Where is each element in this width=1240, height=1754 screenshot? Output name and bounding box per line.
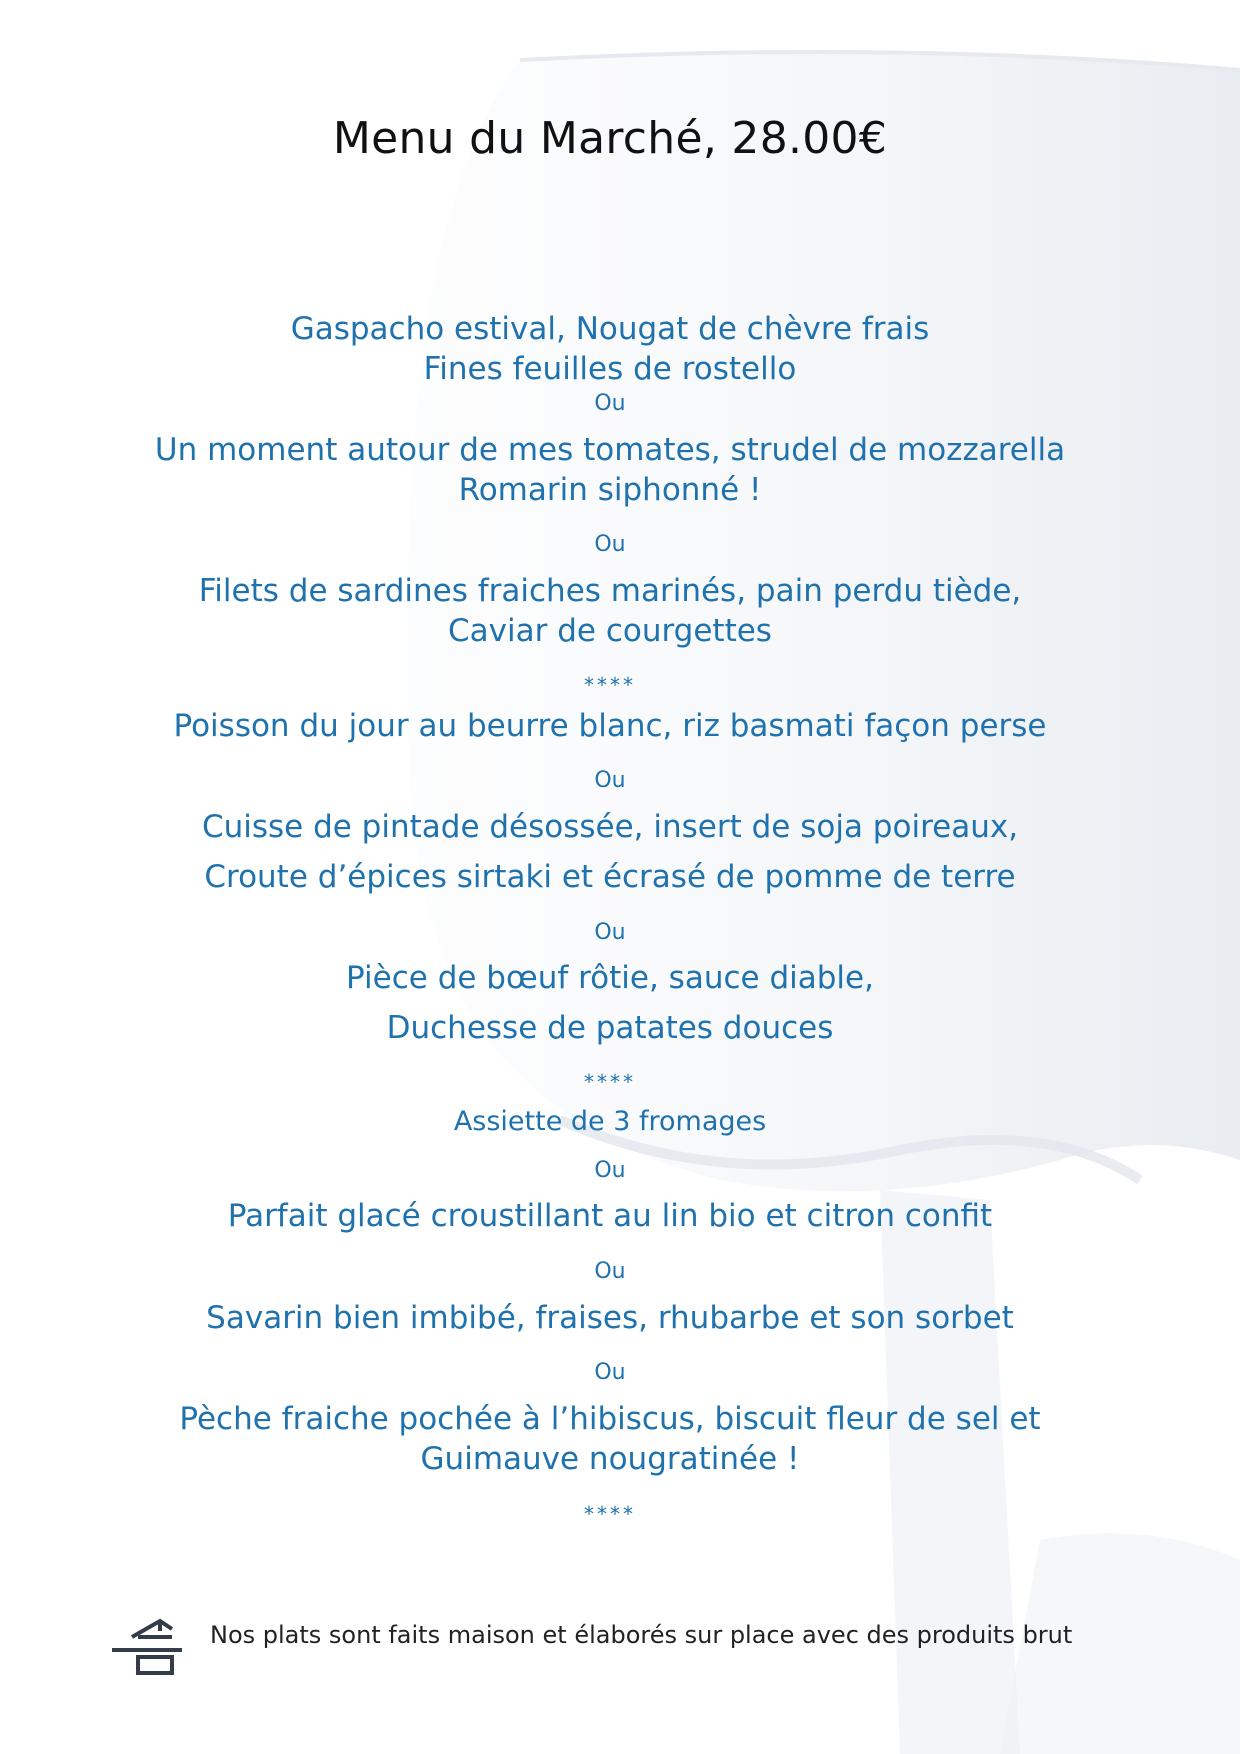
- or-separator: Ou: [594, 920, 626, 945]
- starter-3-line-2: Caviar de courgettes: [448, 613, 772, 649]
- dessert-3-line-2: Guimauve nougratinée !: [420, 1441, 800, 1477]
- or-separator: Ou: [594, 1360, 626, 1385]
- or-separator: Ou: [594, 532, 626, 557]
- starter-2-line-2: Romarin siphonné !: [458, 472, 762, 508]
- course-separator-stars: ****: [584, 1070, 636, 1094]
- starter-1-line-1: Gaspacho estival, Nougat de chèvre frais: [290, 311, 930, 347]
- dessert-2: Savarin bien imbibé, fraises, rhubarbe et son sorbet: [206, 1300, 1014, 1336]
- or-separator: Ou: [594, 391, 626, 416]
- main-1-line-1: Poisson du jour au beurre blanc, riz basmati façon perse: [173, 708, 1047, 744]
- main-2-line-1: Cuisse de pintade désossée, insert de soja poireaux,: [201, 809, 1019, 845]
- course-separator-stars: ****: [584, 1502, 636, 1526]
- or-separator: Ou: [594, 1259, 626, 1284]
- starter-2-line-1: Un moment autour de mes tomates, strudel de mozzarella: [154, 432, 1066, 468]
- or-separator: Ou: [594, 768, 626, 793]
- dessert-3-line-1: Pèche fraiche pochée à l’hibiscus, biscuit fleur de sel et: [179, 1401, 1041, 1437]
- dessert-1: Parfait glacé croustillant au lin bio et citron confit: [227, 1198, 993, 1234]
- main-3-line-1: Pièce de bœuf rôtie, sauce diable,: [346, 960, 874, 996]
- menu-title: Menu du Marché, 28.00€: [332, 113, 888, 164]
- cheese-plate: Assiette de 3 fromages: [453, 1106, 767, 1137]
- course-separator-stars: ****: [584, 673, 636, 697]
- main-2-line-2: Croute d’épices sirtaki et écrasé de pomme de terre: [204, 859, 1016, 895]
- starter-1-line-2: Fines feuilles de rostello: [423, 351, 797, 387]
- homemade-note: Nos plats sont faits maison et élaborés sur place avec des produits brut: [210, 1621, 1073, 1649]
- or-separator: Ou: [594, 1158, 626, 1183]
- main-3-line-2: Duchesse de patates douces: [386, 1010, 834, 1046]
- fait-maison-house-icon: [112, 1617, 186, 1677]
- starter-3-line-1: Filets de sardines fraiches marinés, pain perdu tiède,: [198, 573, 1022, 609]
